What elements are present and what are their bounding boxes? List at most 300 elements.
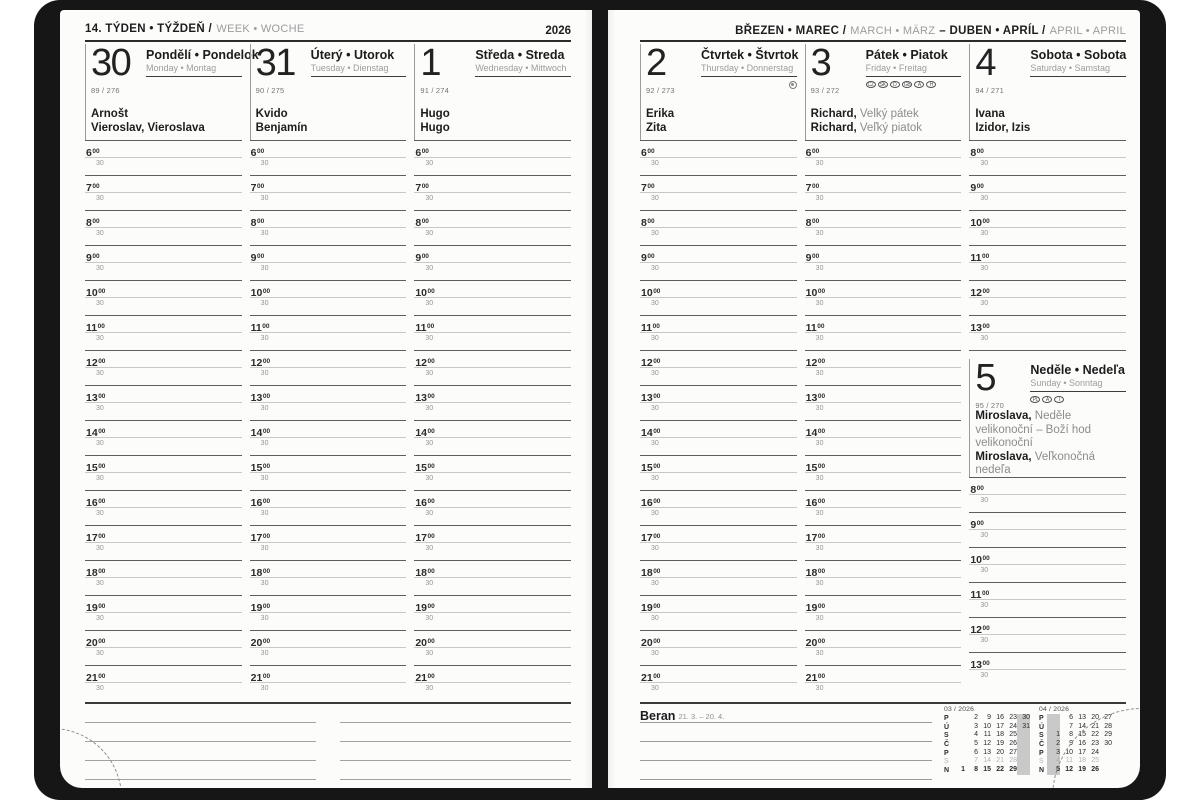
- day-icons-row: [701, 80, 797, 89]
- hour-row: [85, 210, 242, 227]
- note-line: [340, 742, 571, 761]
- hour-block: [805, 385, 962, 420]
- hour-number: 15: [86, 462, 98, 474]
- half-hour-row: 30: [805, 262, 962, 280]
- hour-number: 20: [415, 637, 428, 649]
- hour-row: [640, 245, 797, 262]
- hour-row: [85, 630, 242, 647]
- half-hour-row: 30: [640, 332, 797, 350]
- half-hour-row: 30: [85, 367, 242, 385]
- day-icons-row: [311, 80, 407, 89]
- hour-minutes: 00: [427, 672, 435, 680]
- hour-row: [85, 525, 242, 542]
- hour-minutes: 00: [421, 217, 429, 225]
- hour-minutes: 00: [427, 567, 435, 575]
- hour-minutes: 00: [98, 672, 106, 680]
- hour-row: [250, 420, 407, 437]
- hour-row: [805, 630, 962, 647]
- name-day-line: [975, 410, 1124, 451]
- half-hour-row: 30: [85, 402, 242, 420]
- holiday-country-badge: SK: [879, 82, 886, 88]
- day-label-wrap: [475, 44, 571, 95]
- hour-row: [85, 315, 242, 332]
- day-number-wrap: [646, 44, 701, 95]
- day-block: [969, 359, 1126, 687]
- hour-block: [250, 280, 407, 315]
- hour-minutes: 00: [262, 637, 271, 645]
- holiday-country-badge: D: [890, 81, 900, 88]
- hour-row: [250, 175, 407, 192]
- day-subtitle: Monday • Montag: [146, 63, 217, 73]
- hour-block: [414, 280, 571, 315]
- day-title: Pátek • Piatok: [865, 48, 948, 62]
- hour-row: [640, 140, 797, 157]
- hour-block: [805, 140, 962, 175]
- hour-minutes: 00: [92, 217, 100, 225]
- half-hour-row: 30: [640, 437, 797, 455]
- hour-minutes: 00: [817, 637, 826, 645]
- half-hour-row: 30: [414, 227, 571, 245]
- hour-row: [414, 350, 571, 367]
- hour-block: [85, 315, 242, 350]
- half-hour-row: 30: [250, 507, 407, 525]
- hour-number: 9: [250, 252, 257, 264]
- full-moon-icon: [789, 81, 797, 89]
- hour-minutes: 00: [427, 287, 435, 295]
- day-header: [969, 44, 1126, 140]
- hour-number: 10: [86, 287, 98, 299]
- hour-number: 9: [641, 252, 647, 264]
- holiday-country-badge: I: [1054, 396, 1064, 403]
- hour-minutes: 00: [426, 322, 435, 330]
- half-hour-row: 30: [805, 542, 962, 560]
- half-hour-row: 30: [85, 682, 242, 700]
- hour-row: [640, 175, 797, 192]
- hour-minutes: 00: [427, 392, 435, 400]
- half-hour-row: 30: [250, 262, 407, 280]
- hour-row: [414, 245, 571, 262]
- hour-block: [414, 420, 571, 455]
- hour-block: [640, 595, 797, 630]
- column-weekend: [969, 44, 1126, 700]
- half-hour-row: 30: [969, 157, 1126, 175]
- day-number: 31: [255, 42, 295, 84]
- hour-number: 14: [641, 427, 653, 439]
- day-of-year: 93 / 272: [810, 86, 840, 95]
- day-label-wrap: [146, 44, 259, 95]
- hour-minutes: 00: [98, 602, 106, 610]
- hour-block: [969, 652, 1126, 687]
- hour-block: [969, 547, 1126, 582]
- calendar-day-cell: 22: [996, 766, 1004, 774]
- hour-block: [969, 175, 1126, 210]
- half-hour-row: 30: [805, 507, 962, 525]
- half-hour-row: 30: [414, 647, 571, 665]
- hour-row: [805, 175, 962, 192]
- half-hour-row: 30: [414, 157, 571, 175]
- hour-number: 12: [970, 624, 983, 636]
- month-label-en-de: MARCH • MÄRZ: [850, 25, 936, 37]
- note-line: [85, 723, 316, 742]
- calendar-day-cell: [1017, 766, 1030, 775]
- weekday-letter: P: [1039, 749, 1044, 757]
- hour-minutes: 00: [812, 217, 820, 225]
- hour-row: [250, 280, 407, 297]
- column-monday: [85, 42, 259, 700]
- holiday-country-badge: A: [914, 81, 924, 88]
- calendar-day-cell: [1017, 740, 1030, 749]
- day-title: Neděle • Nedeľa: [1030, 363, 1125, 377]
- hour-row: [805, 210, 962, 227]
- hour-minutes: 00: [653, 637, 661, 645]
- hour-block: [250, 525, 407, 560]
- month2-label-en-de: APRIL • APRIL: [1049, 25, 1126, 37]
- name-day-line: [811, 122, 960, 136]
- hour-minutes: 00: [98, 392, 106, 400]
- hour-block: [85, 140, 242, 175]
- hour-row: [414, 175, 571, 192]
- hour-block: [640, 280, 797, 315]
- hour-row: [85, 490, 242, 507]
- hour-row: [969, 175, 1126, 192]
- hour-block: [85, 385, 242, 420]
- hour-number: 12: [415, 357, 428, 369]
- hour-minutes: 00: [98, 462, 106, 470]
- hour-block: [414, 210, 571, 245]
- holiday-country-badge: GB: [903, 82, 911, 88]
- hour-row: [805, 315, 962, 332]
- day-title: Čtvrtek • Štvrtok: [701, 48, 799, 62]
- hour-row: [969, 140, 1126, 157]
- hour-minutes: 00: [981, 589, 990, 597]
- calendar-day-cell: 17: [996, 722, 1004, 730]
- half-hour-row: 30: [805, 402, 962, 420]
- hour-row: [250, 350, 407, 367]
- hour-row: [414, 210, 571, 227]
- hour-minutes: 00: [653, 462, 661, 470]
- name-day-line: [646, 122, 795, 136]
- day-block: [85, 42, 259, 700]
- hour-block: [414, 525, 571, 560]
- calendar-day-cell: 18: [1078, 757, 1086, 765]
- calendar-day-cell: 8: [974, 766, 978, 774]
- name-day-bold: Hugo: [420, 108, 450, 120]
- notes-area-left: [85, 702, 571, 772]
- hour-number: 20: [250, 637, 263, 649]
- day-number-wrap: [91, 44, 146, 95]
- weekday-letter: S: [944, 758, 949, 766]
- half-hour-row: 30: [805, 682, 962, 700]
- hour-minutes: 00: [817, 462, 826, 470]
- hour-number: 8: [970, 147, 977, 159]
- hour-number: 14: [805, 427, 818, 439]
- calendar-day-cell: 10: [983, 722, 991, 730]
- calendar-day-cell: 13: [983, 748, 991, 756]
- calendar-day-cell: 31: [1017, 723, 1030, 732]
- hour-row: [85, 350, 242, 367]
- hour-row: [805, 280, 962, 297]
- day-subtitle: Friday • Freitag: [865, 63, 927, 73]
- week-header: [85, 14, 571, 42]
- day-header-row: [256, 44, 407, 95]
- hour-minutes: 00: [262, 567, 271, 575]
- hour-block: [85, 350, 242, 385]
- hour-number: 20: [86, 637, 98, 649]
- hour-block: [969, 210, 1126, 245]
- name-day-bold: Richard,: [810, 121, 857, 134]
- note-line: [640, 742, 932, 761]
- hour-minutes: 00: [98, 567, 106, 575]
- day-label-wrap: [701, 44, 797, 95]
- hour-row: [414, 455, 571, 472]
- hour-minutes: 00: [982, 287, 990, 295]
- day-title-underline: [866, 76, 962, 77]
- half-hour-row: 30: [414, 297, 571, 315]
- hour-number: 16: [641, 497, 653, 509]
- day-block: [640, 44, 797, 700]
- hour-minutes: 00: [98, 532, 106, 540]
- hour-number: 18: [86, 567, 98, 579]
- hour-row: [414, 280, 571, 297]
- day-header-row: [975, 359, 1126, 410]
- calendar-week-row: [944, 723, 1031, 732]
- hour-block: [85, 525, 242, 560]
- hour-row: [640, 665, 797, 682]
- hour-minutes: 00: [976, 484, 984, 492]
- day-block: [414, 44, 571, 700]
- hour-row: [805, 525, 962, 542]
- hour-row: [640, 595, 797, 612]
- calendar-day-cell: 21: [996, 757, 1004, 765]
- weekday-letter: Č: [944, 740, 950, 748]
- name-day-holiday: Velký pátek: [856, 108, 919, 120]
- footer-right-layout: [640, 704, 1126, 772]
- hour-number: 8: [415, 217, 422, 229]
- day-header-row: [646, 44, 797, 95]
- hour-block: [640, 490, 797, 525]
- hour-row: [414, 525, 571, 542]
- note-lines-column: [85, 704, 316, 772]
- name-day-line: [811, 108, 960, 122]
- hour-number: 6: [805, 147, 812, 159]
- name-day-line: [91, 108, 240, 122]
- hour-number: 21: [805, 672, 818, 684]
- hour-minutes: 00: [98, 637, 106, 645]
- calendar-day-cell: 16: [1078, 740, 1086, 748]
- hour-row: [414, 630, 571, 647]
- hour-minutes: 00: [262, 602, 271, 610]
- hour-minutes: 00: [421, 182, 429, 190]
- calendar-day-cell: [952, 714, 965, 723]
- note-line: [340, 723, 571, 742]
- hour-number: 19: [641, 602, 653, 614]
- half-hour-row: 30: [640, 262, 797, 280]
- time-grid: [969, 140, 1126, 351]
- hour-block: [250, 175, 407, 210]
- calendar-day-cell: 19: [1078, 766, 1086, 774]
- hour-row: [250, 595, 407, 612]
- hour-number: 13: [250, 392, 263, 404]
- hour-number: 11: [805, 322, 817, 334]
- day-title-underline: [475, 76, 571, 77]
- half-hour-row: 30: [969, 669, 1126, 687]
- day-of-year: 95 / 270: [975, 401, 1005, 410]
- day-subtitle: Saturday • Samstag: [1030, 63, 1111, 73]
- name-day-line: [256, 108, 405, 122]
- day-header: [414, 44, 571, 140]
- day-header-row: [420, 44, 571, 95]
- hour-block: [414, 315, 571, 350]
- note-lines-column: [340, 704, 571, 772]
- half-hour-row: 30: [969, 634, 1126, 652]
- calendar-day-cell: 29: [1009, 766, 1017, 774]
- name-day-holiday: Veľký piatok: [856, 121, 923, 134]
- calendar-day-cell: 12: [983, 740, 991, 748]
- hour-minutes: 00: [262, 287, 271, 295]
- holiday-country-badge: A: [1042, 396, 1052, 403]
- time-grid: [414, 140, 571, 700]
- calendar-day-cell: 12: [1065, 766, 1073, 774]
- hour-minutes: 00: [92, 252, 100, 260]
- hour-row: [640, 525, 797, 542]
- day-header-row: [811, 44, 962, 95]
- hour-block: [414, 175, 571, 210]
- hour-row: [805, 245, 962, 262]
- hour-row: [805, 455, 962, 472]
- day-number: 5: [975, 357, 995, 399]
- hour-row: [640, 315, 797, 332]
- day-label-wrap: [1030, 44, 1126, 95]
- hour-block: [85, 455, 242, 490]
- hour-minutes: 00: [817, 427, 826, 435]
- day-title: Úterý • Utorok: [310, 48, 395, 62]
- hour-row: [969, 512, 1126, 529]
- hour-minutes: 00: [982, 217, 990, 225]
- day-header-row: [975, 44, 1126, 95]
- day-title-underline: [701, 76, 797, 77]
- hour-minutes: 00: [976, 519, 984, 527]
- hour-minutes: 00: [262, 462, 271, 470]
- column-tuesday: [250, 44, 407, 700]
- hour-number: 7: [86, 182, 92, 194]
- name-day-bold: Erika: [646, 108, 675, 120]
- half-hour-row: 30: [250, 542, 407, 560]
- hour-number: 17: [641, 532, 653, 544]
- half-hour-row: 30: [85, 437, 242, 455]
- hour-minutes: 00: [817, 357, 826, 365]
- day-title-underline: [1030, 76, 1126, 77]
- hour-row: [805, 350, 962, 367]
- day-title-underline: [146, 76, 242, 77]
- calendar-day-cell: 7: [974, 757, 978, 765]
- hour-row: [640, 455, 797, 472]
- calendar-day-cell: [952, 723, 965, 732]
- hour-block: [805, 630, 962, 665]
- hour-number: 14: [250, 427, 263, 439]
- hour-block: [805, 175, 962, 210]
- half-hour-row: 30: [85, 647, 242, 665]
- hour-number: 11: [970, 589, 982, 601]
- hour-row: [250, 385, 407, 402]
- half-hour-row: 30: [640, 367, 797, 385]
- hour-number: 16: [805, 497, 818, 509]
- name-day-line: [975, 451, 1124, 478]
- hour-row: [250, 490, 407, 507]
- hour-block: [969, 315, 1126, 350]
- day-number-wrap: [256, 44, 311, 95]
- calendar-week-row: [944, 714, 1031, 723]
- calendar-day-cell: 28: [1009, 757, 1017, 765]
- calendar-day-cell: 27: [1104, 714, 1112, 721]
- name-days: [256, 108, 407, 135]
- hour-number: 10: [415, 287, 428, 299]
- hour-block: [805, 525, 962, 560]
- page-left: [60, 10, 592, 788]
- hour-block: [250, 140, 407, 175]
- hour-block: [414, 455, 571, 490]
- name-day-bold: Izidor, Izis: [975, 121, 1031, 134]
- calendar-week-row: [944, 731, 1031, 740]
- hour-block: [805, 420, 962, 455]
- hour-minutes: 00: [812, 182, 820, 190]
- hour-minutes: 00: [427, 602, 435, 610]
- hour-number: 12: [805, 357, 818, 369]
- zodiac-line: [640, 704, 932, 723]
- half-hour-row: 30: [250, 612, 407, 630]
- name-day-line: [256, 122, 405, 136]
- hour-minutes: 00: [262, 357, 271, 365]
- mini-calendar-march: [944, 706, 1031, 772]
- half-hour-row: 30: [85, 192, 242, 210]
- calendar-day-cell: 8: [1069, 731, 1073, 739]
- half-hour-row: 30: [414, 507, 571, 525]
- hour-number: 8: [970, 484, 977, 496]
- hour-row: [85, 140, 242, 157]
- hour-number: 9: [970, 519, 977, 531]
- hour-number: 18: [415, 567, 428, 579]
- column-wednesday: [414, 44, 571, 700]
- hour-number: 13: [970, 659, 983, 671]
- calendar-day-cell: 26: [1091, 766, 1099, 774]
- hour-block: [969, 140, 1126, 175]
- half-hour-row: 30: [969, 227, 1126, 245]
- calendar-day-cell: 15: [983, 766, 991, 774]
- hour-number: 6: [86, 147, 92, 159]
- zodiac-range: 21. 3. – 20. 4.: [678, 712, 725, 721]
- hour-row: [640, 560, 797, 577]
- hour-minutes: 00: [817, 567, 826, 575]
- half-hour-row: 30: [805, 297, 962, 315]
- hour-number: 15: [805, 462, 818, 474]
- hour-number: 11: [86, 322, 98, 334]
- hour-block: [85, 595, 242, 630]
- calendar-day-cell: 15: [1078, 731, 1086, 739]
- name-day-bold: Vieroslav, Vieroslava: [91, 121, 205, 134]
- half-hour-row: 30: [85, 297, 242, 315]
- hour-block: [414, 140, 571, 175]
- hour-row: [250, 525, 407, 542]
- hour-row: [85, 595, 242, 612]
- hour-row: [805, 665, 962, 682]
- hour-block: [640, 560, 797, 595]
- hour-row: [85, 175, 242, 192]
- hour-block: [640, 175, 797, 210]
- calendar-day-cell: [1017, 731, 1030, 740]
- weekday-letter: P: [944, 714, 949, 722]
- calendar-day-cell: 11: [1065, 757, 1073, 765]
- holiday-country-badge: PL: [1030, 396, 1040, 403]
- hour-block: [414, 385, 571, 420]
